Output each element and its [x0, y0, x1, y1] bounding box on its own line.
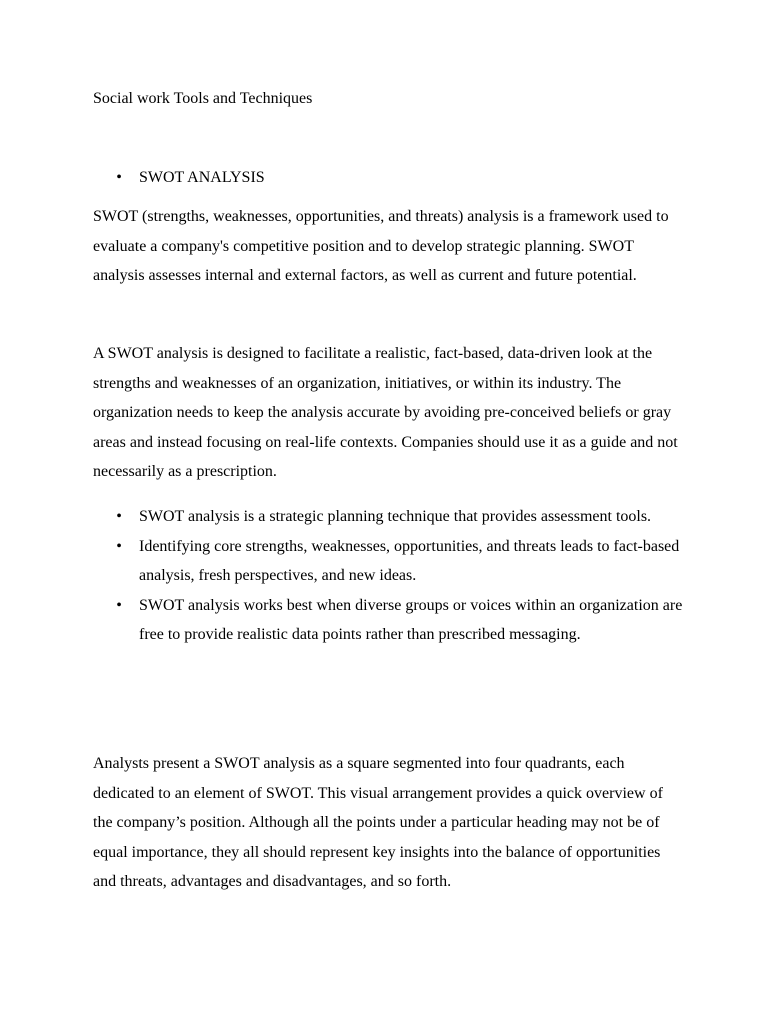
paragraph-swot-purpose: A SWOT analysis is designed to facilitate a realistic, fact-based, data-driven look at the strengths and weaknesses of an organization, initiatives, or within its industry. The organization needs to keep the analysis accurate by avoiding pre-conceived beliefs or gray areas and instead focusing on real-life contexts. Companies should use it as a guide and not necessarily as a prescription.: [93, 345, 678, 480]
bullet-icon: •: [116, 596, 122, 614]
heading-bullet-list: [93, 163, 683, 193]
list-item-text: SWOT analysis is a strategic planning technique that provides assessment tools.: [139, 508, 652, 525]
list-item: [93, 532, 683, 591]
list-item-text: Identifying core strengths, weaknesses, opportunities, and threats leads to fact-based analysis, fresh perspectives, and new ideas.: [139, 537, 680, 584]
bullet-icon: •: [116, 537, 122, 555]
bullet-icon: •: [116, 169, 122, 186]
document-title: Social work Tools and Techniques: [93, 90, 313, 107]
paragraph-swot-presentation: Analysts present a SWOT analysis as a square segmented into four quadrants, each dedicated to an element of SWOT. This visual arrangement provides a quick overview of the company’s position. Although all the points under a particular heading may not be of equal importance, they all should represent key insights into the balance of opportunities and threats, advantages and disadvantages, and so forth.: [93, 755, 663, 890]
list-item: [93, 591, 683, 650]
key-points-list: [93, 502, 683, 650]
list-item: [93, 502, 683, 532]
section-heading: SWOT ANALYSIS: [139, 169, 265, 186]
paragraph-swot-definition: SWOT (strengths, weaknesses, opportunities, and threats) analysis is a framework used to evaluate a company's competitive position and to develop strategic planning. SWOT analysis assesses internal and external factors, as well as current and future potential.: [93, 208, 669, 284]
list-item-text: SWOT analysis works best when diverse groups or voices within an organization are free to provide realistic data points rather than prescribed messaging.: [139, 596, 683, 643]
bullet-icon: •: [116, 508, 122, 525]
heading-bullet-item: [93, 163, 683, 193]
